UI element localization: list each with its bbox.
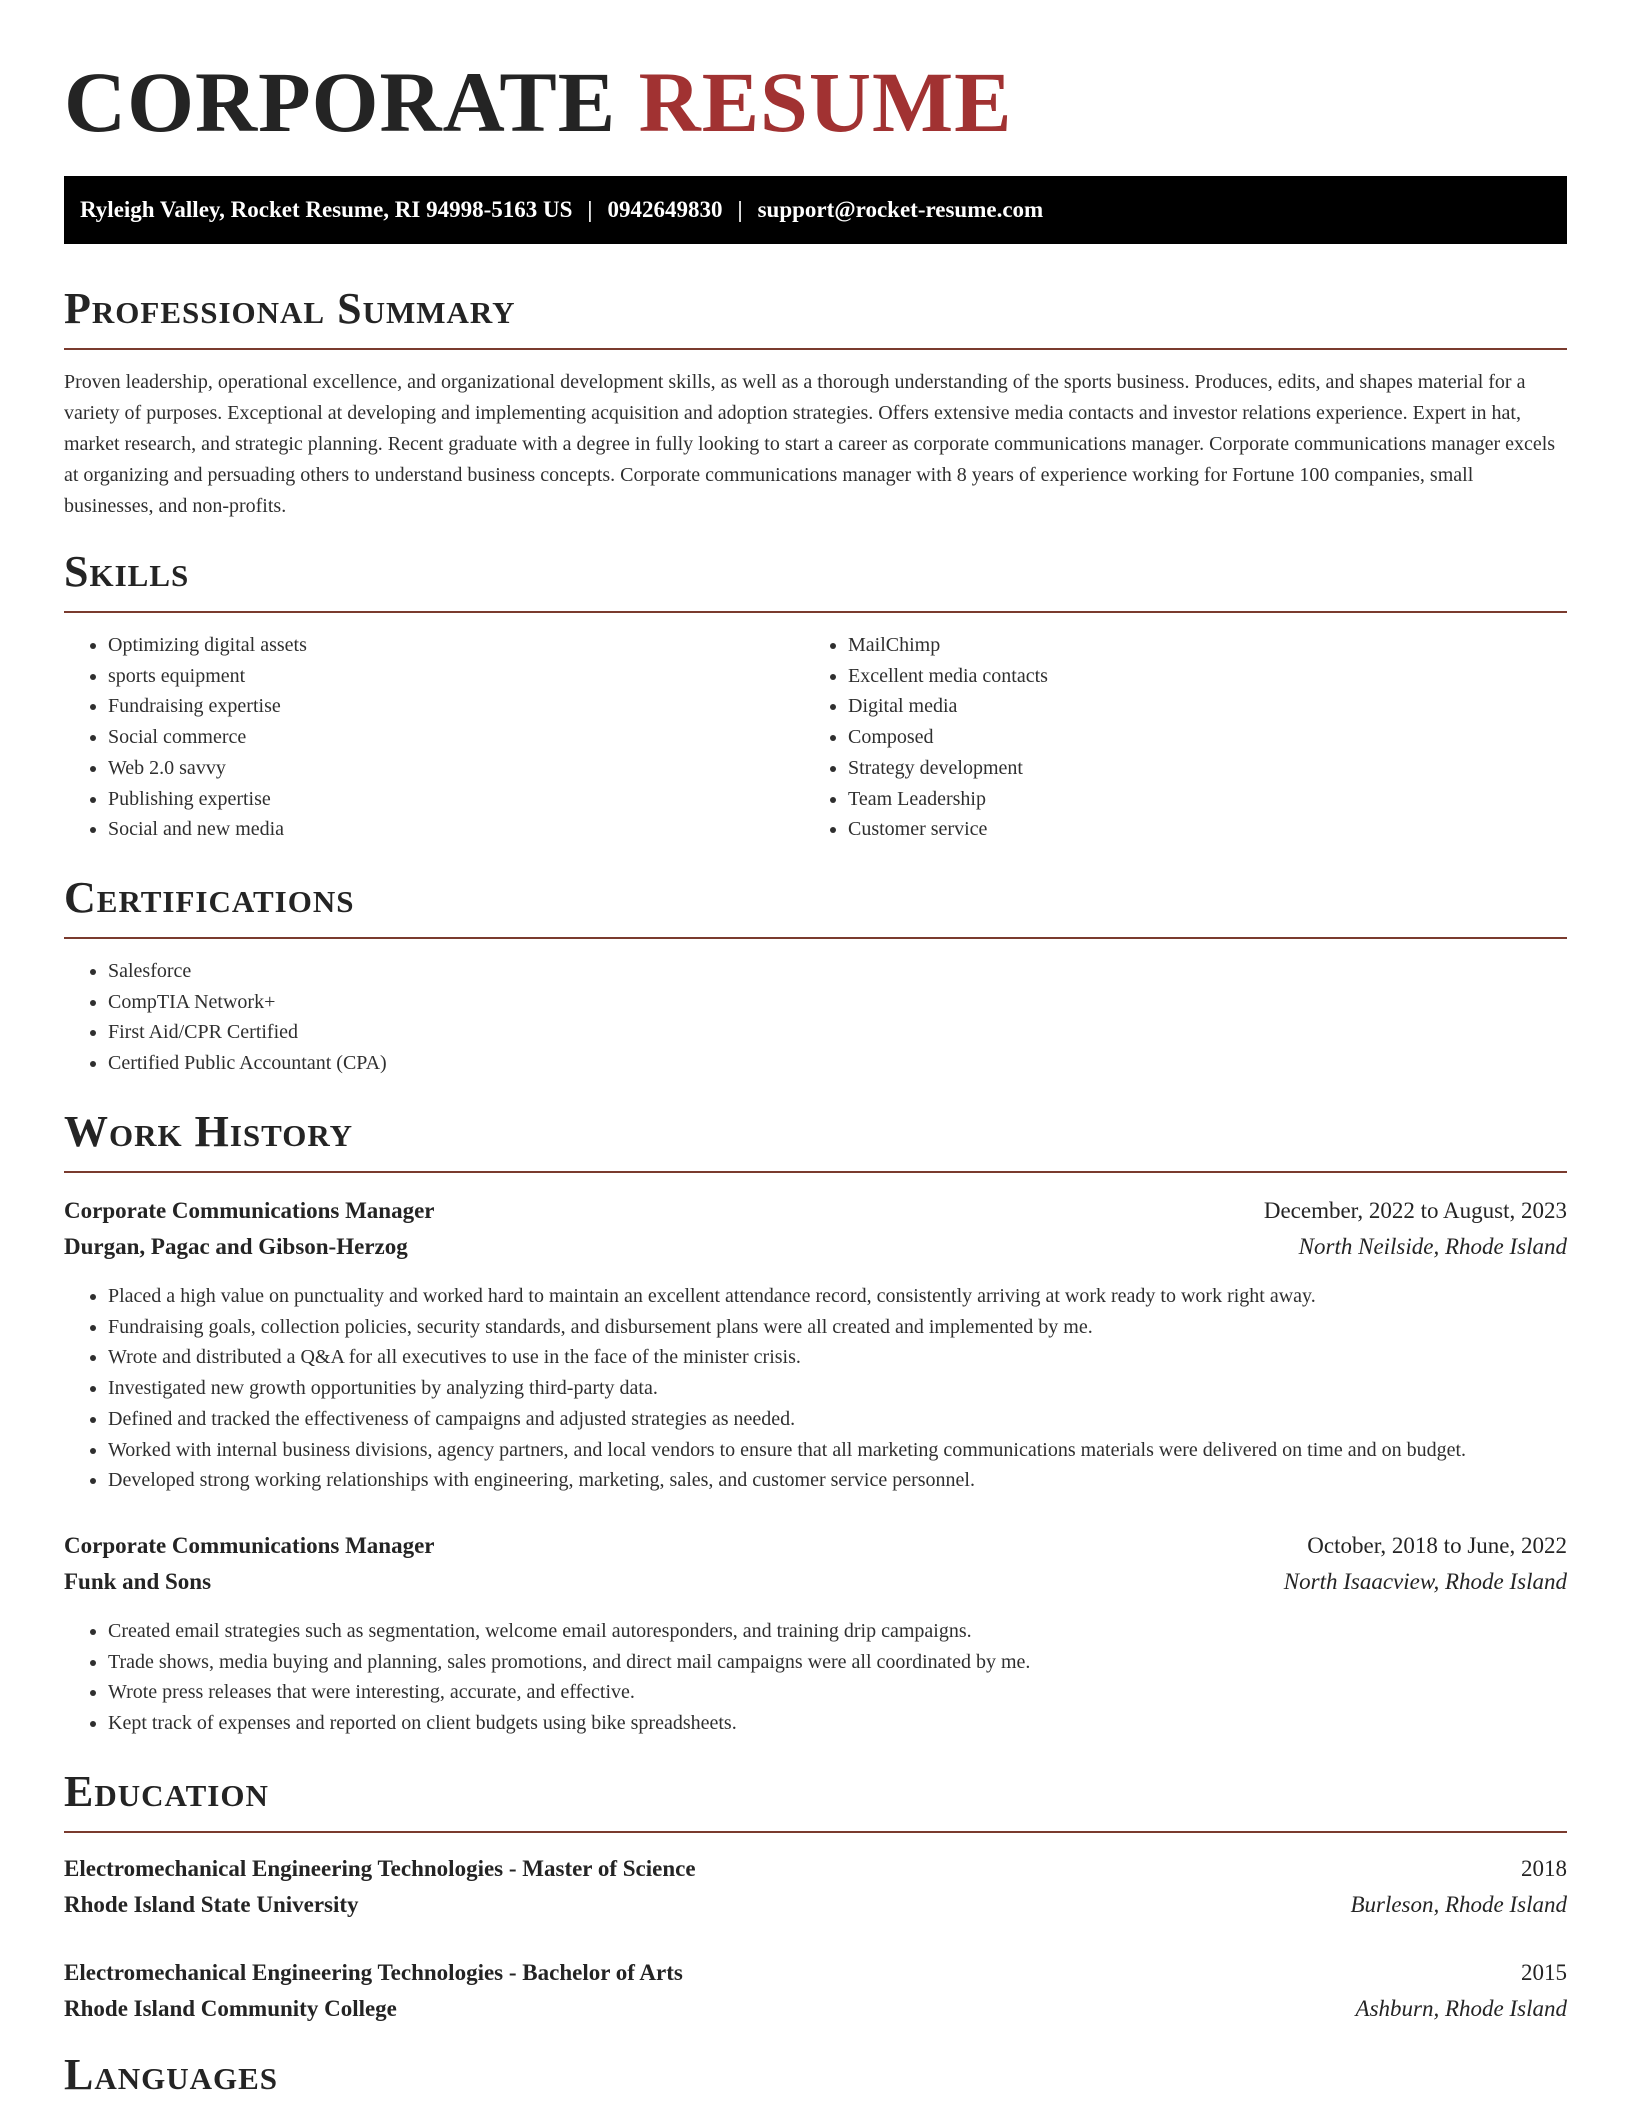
contact-bar (64, 176, 1567, 244)
education-degree: Electromechanical Engineering Technologies - Master of Science (64, 1856, 696, 1881)
skill-item: • Publishing expertise (108, 784, 808, 815)
education-location: Ashburn, Rhode Island (1355, 1996, 1567, 2021)
education-school: Rhode Island State University (64, 1892, 359, 1917)
job-bullet: • Kept track of expenses and reported on client budgets using bike spreadsheets. (108, 1708, 1578, 1739)
skill-item: • MailChimp (848, 630, 1548, 661)
job-dates: October, 2018 to June, 2022 (1307, 1533, 1567, 1558)
job-bullet: • Worked with internal business divisions, agency partners, and local vendors to ensure that all marketing communications materials were delivered on time and on budget. (108, 1435, 1578, 1466)
job-header (64, 1528, 1567, 1564)
skill-item: • Strategy development (848, 753, 1548, 784)
job-bullet: • Wrote and distributed a Q&A for all executives to use in the face of the minister crisis. (108, 1342, 1578, 1373)
skills-list-left (64, 630, 808, 845)
job-bullet: • Wrote press releases that were interesting, accurate, and effective. (108, 1677, 1578, 1708)
education-year: 2015 (1521, 1960, 1567, 1985)
job-bullet: • Created email strategies such as segmentation, welcome email autoresponders, and training drip campaigns. (108, 1616, 1578, 1647)
job-bullet: • Defined and tracked the effectiveness of campaigns and adjusted strategies as needed. (108, 1404, 1578, 1435)
summary-text: Proven leadership, operational excellence, and organizational development skills, as well as a thorough understanding of the sports business. Produces, edits, and shapes material for a variety of purposes. Exceptional at developing and implementing acquisition and adoption strategies. Offers extensive media contacts and investor relations experience. Expert in hat, market research, and strategic planning. Recent graduate with a degree in fully looking to start a career as corporate communications manager. Corporate communications manager excels at organizing and persuading others to understand business concepts. Corporate communications manager with 8 years of experience working for Fortune 100 companies, small businesses, and non-profits. (64, 371, 1556, 517)
skill-item: • Digital media (848, 691, 1548, 722)
certification-item: • First Aid/CPR Certified (108, 1017, 1568, 1048)
skill-item: • Social commerce (108, 722, 808, 753)
contact-email: support@rocket-resume.com (757, 197, 1044, 222)
summary-heading: Professional Summary (64, 284, 1567, 350)
certification-item: • Certified Public Accountant (CPA) (108, 1048, 1568, 1079)
education-location: Burleson, Rhode Island (1350, 1892, 1567, 1917)
education-heading: Education (64, 1767, 1567, 1833)
education-year: 2018 (1521, 1856, 1567, 1881)
skill-item: • Composed (848, 722, 1548, 753)
skills-list-right (804, 630, 1548, 845)
job-subheader (64, 1229, 1567, 1265)
job-bullet: • Placed a high value on punctuality and worked hard to maintain an excellent attendance record, consistently arriving at work ready to work right away. (108, 1281, 1578, 1312)
contact-phone: 0942649830 (607, 197, 723, 222)
education-subheader (64, 1887, 1567, 1923)
certifications-list (64, 956, 1568, 1079)
resume-title (64, 52, 1013, 152)
job-company: Funk and Sons (64, 1569, 212, 1594)
education-header (64, 1955, 1567, 1991)
skill-item: • Social and new media (108, 814, 808, 845)
job-company: Durgan, Pagac and Gibson-Herzog (64, 1234, 408, 1259)
education-degree: Electromechanical Engineering Technologies - Bachelor of Arts (64, 1960, 683, 1985)
job-subheader (64, 1564, 1567, 1600)
work-history-heading: Work History (64, 1107, 1567, 1173)
job-bullets (64, 1281, 1578, 1496)
job-title: Corporate Communications Manager (64, 1198, 435, 1223)
languages-heading: Languages (64, 2050, 279, 2099)
skills-heading: Skills (64, 547, 1567, 613)
skill-item: • Fundraising expertise (108, 691, 808, 722)
job-dates: December, 2022 to August, 2023 (1263, 1198, 1567, 1223)
contact-separator: | (737, 197, 743, 222)
title-main: CORPORATE (64, 54, 617, 150)
job-location: North Neilside, Rhode Island (1298, 1234, 1567, 1259)
job-bullets (64, 1616, 1578, 1739)
certification-item: • Salesforce (108, 956, 1568, 987)
education-subheader (64, 1991, 1567, 2027)
contact-separator: | (587, 197, 593, 222)
skill-item: • sports equipment (108, 661, 808, 692)
education-header (64, 1851, 1567, 1887)
job-location: North Isaacview, Rhode Island (1283, 1569, 1567, 1594)
skill-item: • Customer service (848, 814, 1548, 845)
skill-item: • Excellent media contacts (848, 661, 1548, 692)
job-bullet: • Fundraising goals, collection policies, security standards, and disbursement plans were all created and implemented by me. (108, 1312, 1578, 1343)
education-school: Rhode Island Community College (64, 1996, 397, 2021)
job-header (64, 1193, 1567, 1229)
skill-item: • Web 2.0 savvy (108, 753, 808, 784)
certifications-heading: Certifications (64, 873, 1567, 939)
certification-item: • CompTIA Network+ (108, 987, 1568, 1018)
title-accent: RESUME (638, 54, 1013, 150)
job-bullet: • Trade shows, media buying and planning, sales promotions, and direct mail campaigns were all coordinated by me. (108, 1647, 1578, 1678)
skill-item: • Optimizing digital assets (108, 630, 808, 661)
contact-address: Ryleigh Valley, Rocket Resume, RI 94998-5163 US (80, 197, 573, 222)
job-bullet: • Investigated new growth opportunities by analyzing third-party data. (108, 1373, 1578, 1404)
job-bullet: • Developed strong working relationships with engineering, marketing, sales, and customer service personnel. (108, 1465, 1578, 1496)
job-title: Corporate Communications Manager (64, 1533, 435, 1558)
skill-item: • Team Leadership (848, 784, 1548, 815)
